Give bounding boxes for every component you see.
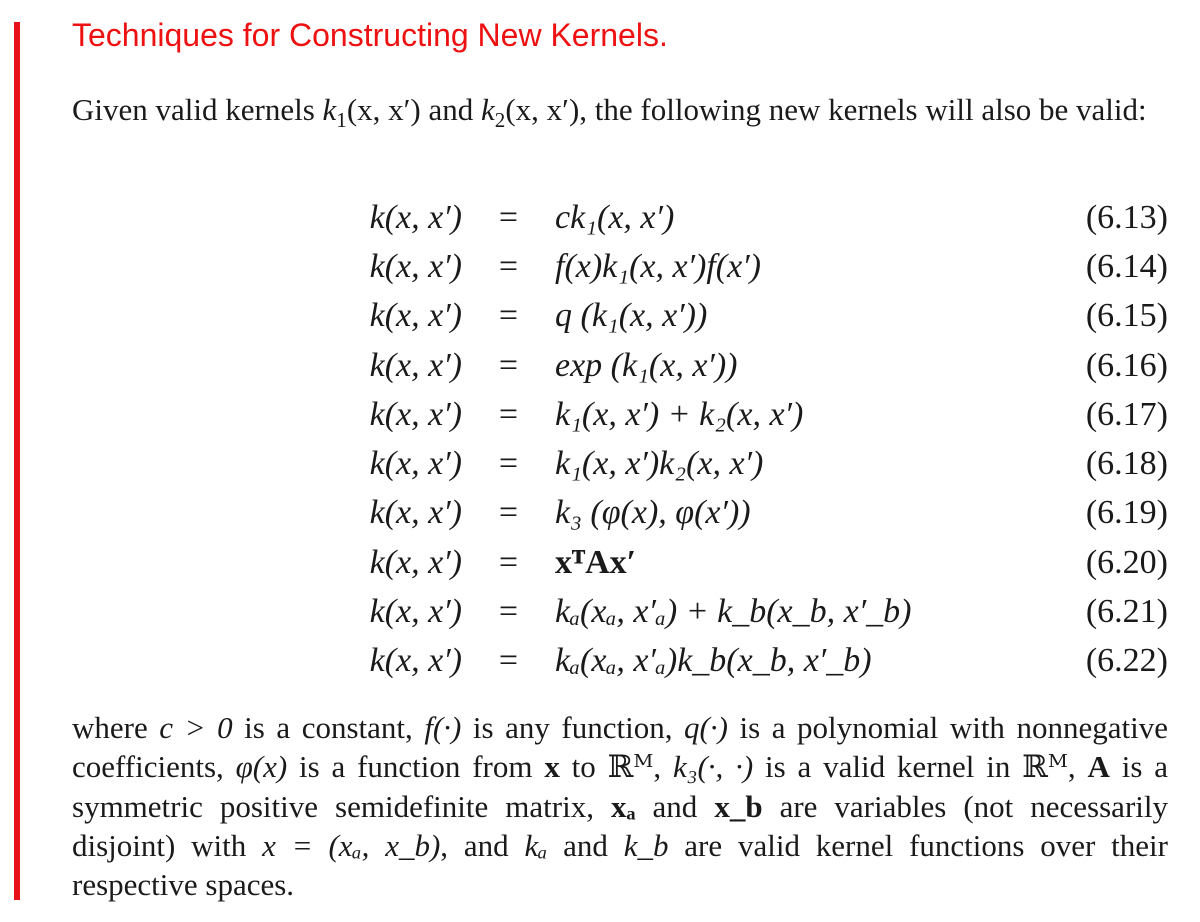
equation-row <box>0 193 1200 242</box>
equals-sign: = <box>498 247 519 285</box>
equation-number: (6.13) <box>1085 198 1168 236</box>
equals-sign: = <box>498 445 519 483</box>
equation-lhs: k(x, x′) <box>369 445 462 483</box>
equation-lhs: k(x, x′) <box>369 494 462 532</box>
equation-rhs: kₐ(xₐ, x′ₐ) + k_b(x_b, x′_b) <box>555 593 912 631</box>
equation-lhs: k(x, x′) <box>369 297 462 335</box>
outro-paragraph: where c > 0 is a constant, f(·) is any function, q(·) is a polynomial with nonnegative coefficients, φ(x) is a function from x to ℝᴹ, k₃(·, ·) is a valid kernel in ℝᴹ, A is a symmetric positive semidefinite matrix, xₐ and x_b are variables (not necessarily disjoint) with x = (xₐ, x_b), and kₐ and k_b are valid kernel functions over their respective spaces. <box>72 710 1168 902</box>
equation-number: (6.18) <box>1085 445 1168 483</box>
equation-rhs: k₁(x, x′)k₂(x, x′) <box>555 445 764 483</box>
equation-row <box>0 489 1200 538</box>
slide-title: Techniques for Constructing New Kernels. <box>72 17 668 53</box>
equation-row <box>0 439 1200 488</box>
equation-lhs: k(x, x′) <box>369 642 462 680</box>
equation-rhs: k₃ (φ(x), φ(x′)) <box>555 494 751 532</box>
equation-block <box>0 193 1200 686</box>
equation-rhs: k₁(x, x′) + k₂(x, x′) <box>555 395 804 433</box>
equation-number: (6.16) <box>1085 346 1168 384</box>
equation-number: (6.17) <box>1085 395 1168 433</box>
equation-number: (6.15) <box>1085 297 1168 335</box>
equation-row <box>0 587 1200 636</box>
equation-row <box>0 637 1200 686</box>
equals-sign: = <box>498 593 519 631</box>
equation-rhs: kₐ(xₐ, x′ₐ)k_b(x_b, x′_b) <box>555 642 872 680</box>
equals-sign: = <box>498 543 519 581</box>
equation-number: (6.22) <box>1085 642 1168 680</box>
intro-paragraph: Given valid kernels $k_1(x$, x′) and $k_2(x$, x′), the following new kernels will also be valid: <box>72 92 1147 133</box>
equation-lhs: k(x, x′) <box>369 543 462 581</box>
equation-rhs: exp (k₁(x, x′)) <box>555 346 738 384</box>
equation-number: (6.20) <box>1085 543 1168 581</box>
equals-sign: = <box>498 346 519 384</box>
equation-row <box>0 242 1200 291</box>
equation-rhs: xᵀAx′ <box>555 543 637 581</box>
equation-lhs: k(x, x′) <box>369 346 462 384</box>
equation-number: (6.21) <box>1085 593 1168 631</box>
equation-row <box>0 292 1200 341</box>
equation-row <box>0 390 1200 439</box>
equation-rhs: q (k₁(x, x′)) <box>555 297 708 335</box>
equals-sign: = <box>498 494 519 532</box>
equation-lhs: k(x, x′) <box>369 247 462 285</box>
equals-sign: = <box>498 642 519 680</box>
equation-lhs: k(x, x′) <box>369 593 462 631</box>
equation-row <box>0 341 1200 390</box>
equation-lhs: k(x, x′) <box>369 198 462 236</box>
equation-row <box>0 538 1200 587</box>
equals-sign: = <box>498 297 519 335</box>
equation-number: (6.19) <box>1085 494 1168 532</box>
equals-sign: = <box>498 198 519 236</box>
equation-rhs: f(x)k₁(x, x′)f(x′) <box>555 247 761 285</box>
equals-sign: = <box>498 395 519 433</box>
equation-rhs: ck₁(x, x′) <box>555 198 675 236</box>
equation-lhs: k(x, x′) <box>369 395 462 433</box>
equation-number: (6.14) <box>1085 247 1168 285</box>
